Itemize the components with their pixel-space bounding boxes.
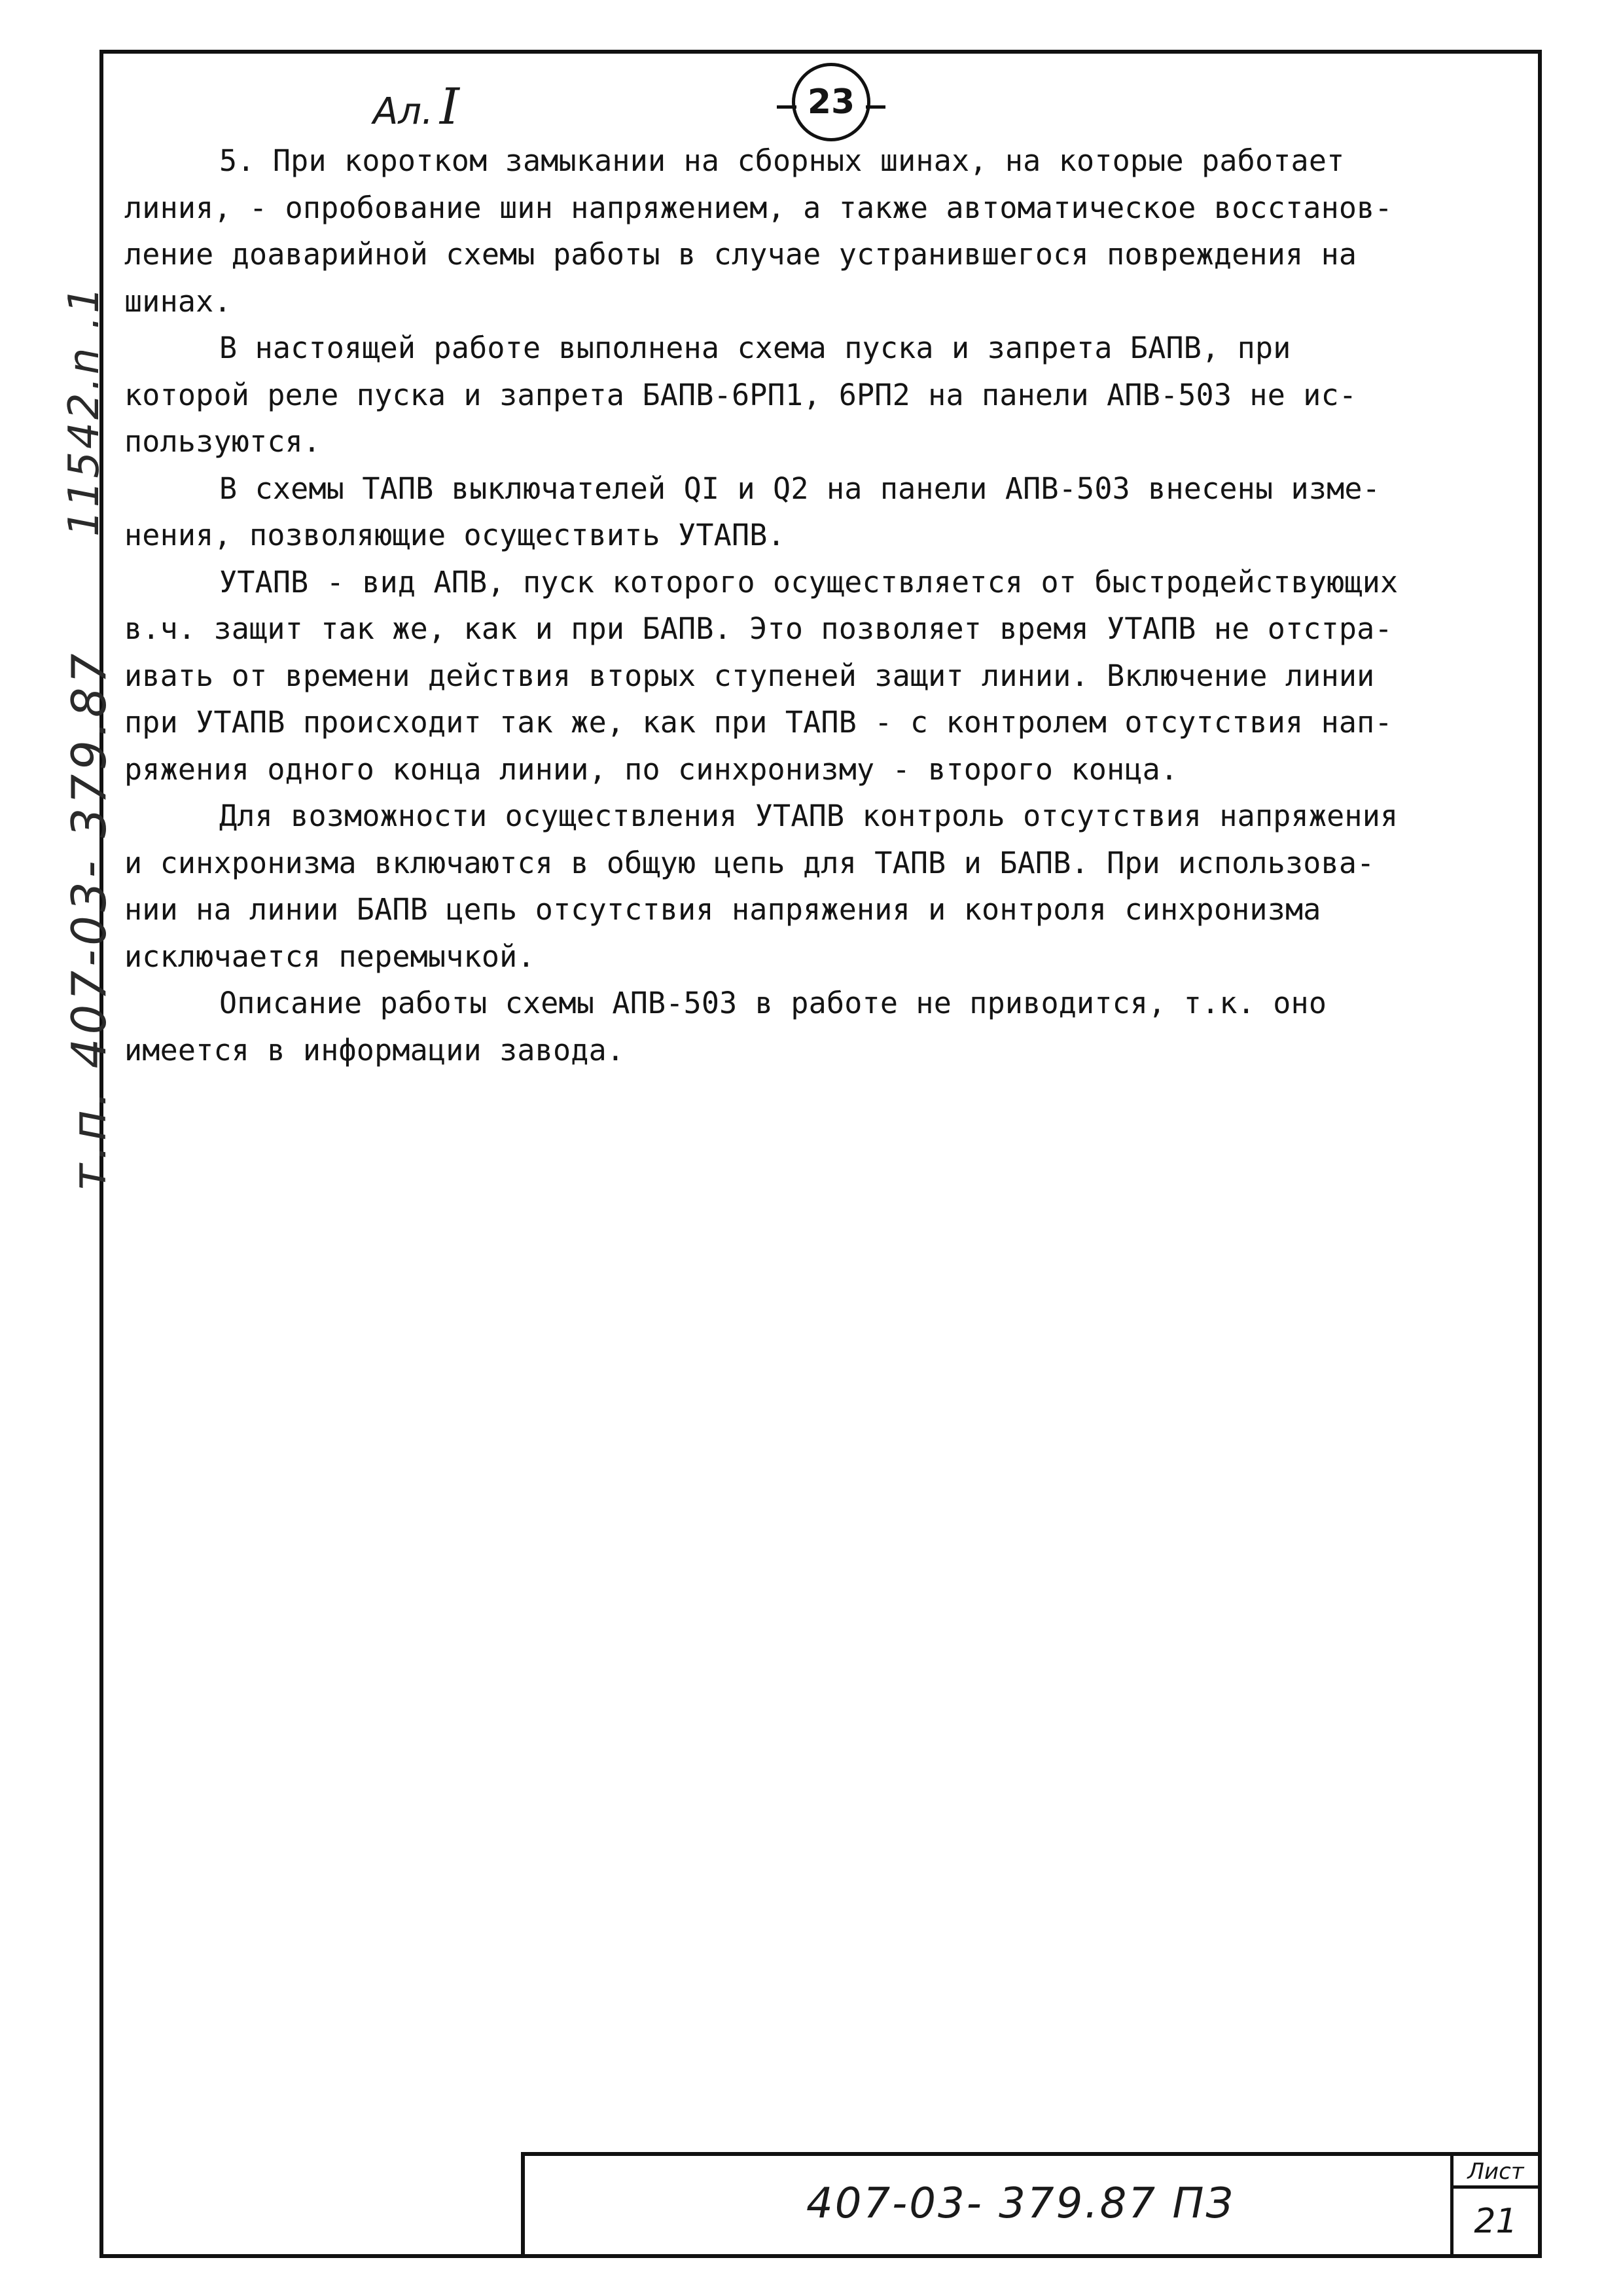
sheet-number: 21: [1474, 2202, 1518, 2241]
text-line: пользуются.: [124, 424, 321, 459]
page-number: 23: [807, 82, 855, 122]
text-line: при УТАПВ происходит так же, как при ТАПВ - с контролем отсутствия нап-: [124, 705, 1393, 740]
text-line: 5. При коротком замыкании на сборных шинах, на которые работает: [219, 143, 1345, 178]
album-mark: [373, 77, 459, 135]
text-line: исключается перемычкой.: [124, 939, 535, 974]
text-line: Описание работы схемы АПВ-503 в работе не приводится, т.к. оно: [219, 986, 1327, 1020]
text-line: ряжения одного конца линии, по синхронизму - второго конца.: [124, 751, 1179, 787]
text-line: и синхронизма включаются в общую цепь для ТАПВ и БАПВ. При использова-: [124, 845, 1375, 880]
text-line: ивать от времени действия вторых ступеней защит линии. Включение линии: [124, 658, 1375, 693]
text-line: шинах.: [124, 283, 232, 319]
text-line: УТАПВ - вид АПВ, пуск которого осуществляется от быстродействующих: [219, 564, 1399, 600]
sheet-label: Лист: [1454, 2156, 1538, 2189]
text-line: нения, позволяющие осуществить УТАПВ.: [124, 518, 785, 552]
text-line: Для возможности осуществления УТАПВ контроль отсутствия напряжения: [219, 798, 1399, 833]
text-line: ление доаварийной схемы работы в случае устранившегося повреждения на: [124, 237, 1357, 272]
album-mark-label: Ал.: [373, 90, 433, 133]
text-line: имеется в информации завода.: [124, 1032, 625, 1067]
margin-note-project: т.п. 407-03- 379.87: [62, 649, 116, 1191]
document-body: [124, 137, 1531, 1073]
sheet-cell: [1450, 2156, 1538, 2254]
album-number: I: [439, 77, 459, 135]
text-line: в.ч. защит так же, как и при БАПВ. Это позволяет время УТАПВ не отстра-: [124, 611, 1393, 646]
text-line: линия, - опробование шин напряжением, а также автоматическое восстанов-: [124, 190, 1393, 225]
text-line: которой реле пуска и запрета БАПВ-6РП1, 6РП2 на панели АПВ-503 не ис-: [124, 377, 1357, 412]
page-number-circle: [792, 63, 870, 141]
text-line: В схемы ТАПВ выключателей QI и Q2 на панели АПВ-503 внесены изме-: [219, 471, 1380, 506]
text-line: В настоящей работе выполнена схема пуска и запрета БАПВ, при: [219, 331, 1291, 365]
margin-note-registration: 11542.n .1: [60, 284, 109, 537]
title-block: [521, 2152, 1538, 2254]
text-line: нии на линии БАПВ цепь отсутствия напряжения и контроля синхронизма: [124, 892, 1321, 927]
document-designation: 407-03- 379.87 ПЗ: [806, 2179, 1235, 2228]
